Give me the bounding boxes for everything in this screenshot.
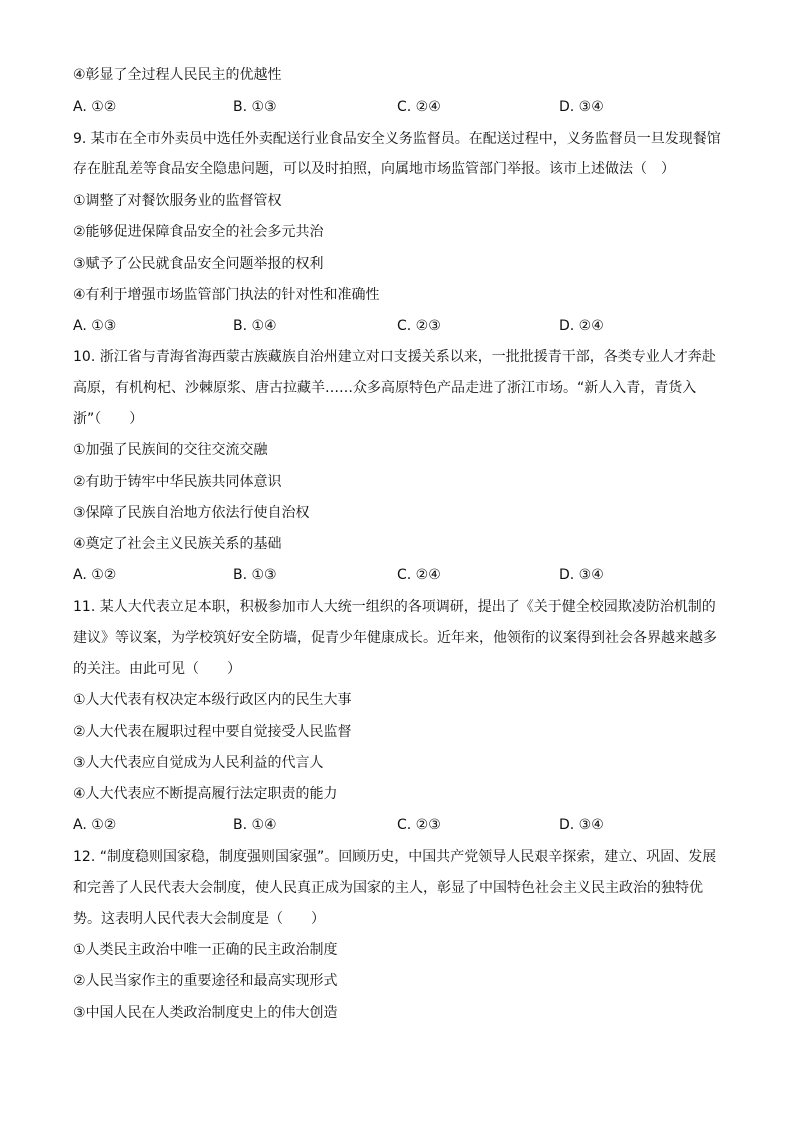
option-b: B. ①④ bbox=[233, 817, 277, 833]
statement-3: ③保障了民族自治地方依法行使自治权 bbox=[73, 505, 310, 521]
question-12-stem-line-2: 和完善了人民代表大会制度，使人民真正成为国家的主人，彰显了中国特色社会主义民主政治的独特优 bbox=[73, 880, 703, 896]
option-c: C. ②③ bbox=[397, 318, 441, 334]
statement-2: ②人民当家作主的重要途径和最高实现形式 bbox=[73, 973, 338, 989]
statement-1: ①人大代表有权决定本级行政区内的民生大事 bbox=[73, 692, 352, 708]
question-10-stem-line-1: 10. 浙江省与青海省海西蒙古族藏族自治州建立对口支援关系以来，一批批援青干部，各类专业人才奔赴 bbox=[73, 349, 716, 365]
question-12-stem-line-3: 势。这表明人民代表大会制度是（ ） bbox=[73, 911, 325, 927]
option-a: A. ①③ bbox=[73, 318, 117, 334]
statement-2: ②有助于铸牢中华民族共同体意识 bbox=[73, 474, 282, 490]
statement-4: ④人大代表应不断提高履行法定职责的能力 bbox=[73, 786, 338, 802]
question-9-stem-line-2: 存在脏乱差等食品安全隐患问题，可以及时拍照，向属地市场监管部门举报。该市上述做法（ ） bbox=[73, 161, 675, 177]
question-11-stem-line-3: 的关注。由此可见（ ） bbox=[73, 661, 241, 677]
question-9-stem-line-1: 9. 某市在全市外卖员中选任外卖配送行业食品安全义务监督员。在配送过程中，义务监督员一旦发现餐馆 bbox=[73, 131, 721, 147]
statement-3: ③中国人民在人类政治制度史上的伟大创造 bbox=[73, 1005, 338, 1021]
option-a: A. ①② bbox=[73, 99, 117, 115]
question-11-stem-line-2: 建议》等议案，为学校筑好安全防墙，促青少年健康成长。近年来，他领衔的议案得到社会各界越来越多 bbox=[73, 630, 717, 646]
option-b: B. ①④ bbox=[233, 318, 277, 334]
option-d: D. ③④ bbox=[559, 567, 604, 583]
answer-options bbox=[73, 317, 733, 335]
answer-options bbox=[73, 98, 733, 116]
option-d: D. ③④ bbox=[559, 99, 604, 115]
question-10-stem-line-2: 高原，有机枸杞、沙棘原浆、唐古拉藏羊……众多高原特色产品走进了浙江市场。“新人入青，青货入 bbox=[73, 380, 697, 396]
question-12-stem-line-1: 12. “制度稳则国家稳，制度强则国家强”。回顾历史，中国共产党领导人民艰辛探索，建立、巩固、发展 bbox=[73, 849, 717, 865]
option-c: C. ②④ bbox=[397, 99, 441, 115]
statement-4: ④有利于增强市场监管部门执法的针对性和准确性 bbox=[73, 287, 380, 303]
answer-options bbox=[73, 566, 733, 584]
answer-options bbox=[73, 816, 733, 834]
statement-2: ②人大代表在履职过程中要自觉接受人民监督 bbox=[73, 724, 352, 740]
question-11-stem-line-1: 11. 某人大代表立足本职，积极参加市人大统一组织的各项调研，提出了《关于健全校园欺凌防治机制的 bbox=[73, 599, 716, 615]
statement-1: ①调整了对餐饮服务业的监督管权 bbox=[73, 193, 282, 209]
option-d: D. ②④ bbox=[559, 318, 604, 334]
statement-1: ①加强了民族间的交往交流交融 bbox=[73, 442, 268, 458]
statement-3: ③赋予了公民就食品安全问题举报的权利 bbox=[73, 256, 324, 272]
statement-3: ③人大代表应自觉成为人民利益的代言人 bbox=[73, 755, 324, 771]
option-a: A. ①② bbox=[73, 817, 117, 833]
option-a: A. ①② bbox=[73, 567, 117, 583]
statement-1: ①人类民主政治中唯一正确的民主政治制度 bbox=[73, 942, 338, 958]
option-d: D. ③④ bbox=[559, 817, 604, 833]
option-c: C. ②④ bbox=[397, 567, 441, 583]
option-b: B. ①③ bbox=[233, 567, 277, 583]
option-c: C. ②③ bbox=[397, 817, 441, 833]
statement-4: ④奠定了社会主义民族关系的基础 bbox=[73, 536, 282, 552]
statement-4: ④彰显了全过程人民民主的优越性 bbox=[73, 67, 282, 83]
statement-2: ②能够促进保障食品安全的社会多元共治 bbox=[73, 224, 324, 240]
option-b: B. ①③ bbox=[233, 99, 277, 115]
question-10-stem-line-3: 浙”（ ） bbox=[73, 411, 144, 427]
